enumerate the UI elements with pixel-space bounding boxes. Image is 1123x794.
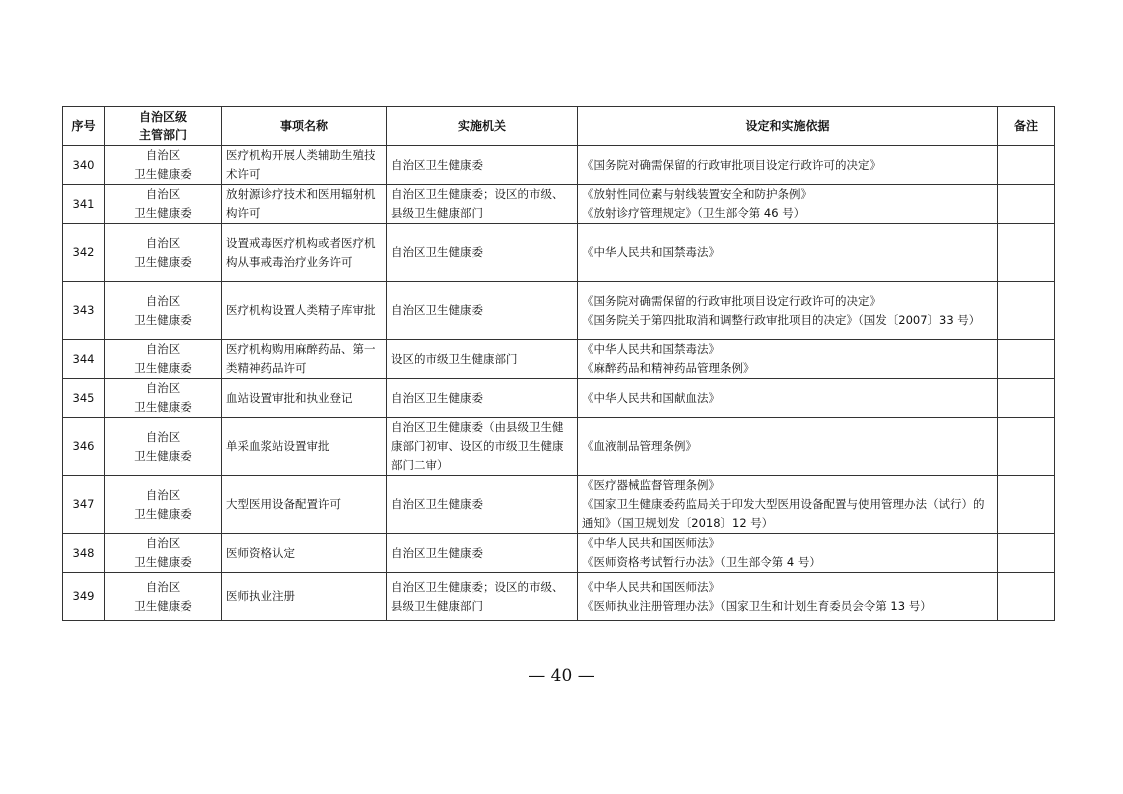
cell-no: 341 xyxy=(63,185,105,224)
cell-remark xyxy=(998,573,1055,621)
basis-line: 《国务院对确需保留的行政审批项目设定行政许可的决定》 xyxy=(582,157,881,172)
agency-text: 自治区卫生健康委；设区的市级、县级卫生健康部门 xyxy=(391,579,564,613)
cell-basis xyxy=(578,282,998,340)
dept-line1: 自治区 xyxy=(145,293,181,308)
cell-no: 348 xyxy=(63,534,105,573)
agency-text: 自治区卫生健康委 xyxy=(391,303,483,317)
cell-item-name xyxy=(222,146,387,185)
agency-text: 自治区卫生健康委；设区的市级、县级卫生健康部门 xyxy=(391,187,564,220)
cell-no: 342 xyxy=(63,224,105,282)
table-row xyxy=(63,340,1055,379)
dept-line2: 卫生健康委 xyxy=(134,254,192,269)
agency-text: 自治区卫生健康委 xyxy=(391,390,483,405)
basis-line: 《麻醉药品和精神药品管理条例》 xyxy=(582,361,755,375)
dept-line2: 卫生健康委 xyxy=(134,361,192,375)
agency-text: 自治区卫生健康委 xyxy=(391,545,483,560)
item-name-text: 设置戒毒医疗机构或者医疗机构从事戒毒治疗业务许可 xyxy=(226,235,376,269)
cell-dept xyxy=(105,282,222,340)
cell-basis xyxy=(578,534,998,573)
cell-no: 347 xyxy=(63,476,105,534)
basis-line: 《血液制品管理条例》 xyxy=(582,439,697,453)
cell-agency xyxy=(387,146,578,185)
cell-remark xyxy=(998,418,1055,476)
item-name-text: 医疗机构设置人类精子库审批 xyxy=(226,303,376,317)
agency-text: 自治区卫生健康委（由县级卫生健康部门初审、设区的市级卫生健康部门二审） xyxy=(391,420,564,472)
dept-line2: 卫生健康委 xyxy=(134,167,192,181)
header-remark: 备注 xyxy=(998,107,1055,146)
cell-basis xyxy=(578,418,998,476)
dept-line1: 自治区 xyxy=(145,381,181,395)
item-name-text: 放射源诊疗技术和医用辐射机构许可 xyxy=(226,187,376,220)
cell-remark xyxy=(998,340,1055,379)
basis-line: 《中华人民共和国医师法》 xyxy=(582,579,720,594)
item-name-text: 医疗机构开展人类辅助生殖技术许可 xyxy=(226,148,376,181)
basis-line: 《中华人民共和国禁毒法》 xyxy=(582,342,720,356)
table-row xyxy=(63,534,1055,573)
cell-item-name xyxy=(222,418,387,476)
dept-line2: 卫生健康委 xyxy=(134,312,192,327)
basis-line: 《国务院对确需保留的行政审批项目设定行政许可的决定》 xyxy=(582,293,881,308)
cell-dept xyxy=(105,340,222,379)
cell-item-name xyxy=(222,476,387,534)
table-row xyxy=(63,282,1055,340)
basis-line: 《放射诊疗管理规定》（卫生部令第 46 号） xyxy=(582,206,806,220)
cell-agency xyxy=(387,379,578,418)
cell-dept xyxy=(105,418,222,476)
cell-item-name xyxy=(222,573,387,621)
cell-remark xyxy=(998,534,1055,573)
header-dept-line2: 主管部门 xyxy=(138,128,187,142)
cell-no: 345 xyxy=(63,379,105,418)
item-name-text: 单采血浆站设置审批 xyxy=(226,439,330,453)
table-row xyxy=(63,573,1055,621)
cell-basis xyxy=(578,185,998,224)
cell-dept xyxy=(105,146,222,185)
cell-remark xyxy=(998,146,1055,185)
dept-line2: 卫生健康委 xyxy=(134,206,192,220)
page-number: — 40 — xyxy=(528,666,595,686)
header-dept xyxy=(105,107,222,146)
cell-no: 344 xyxy=(63,340,105,379)
dept-line2: 卫生健康委 xyxy=(134,598,192,613)
dept-line1: 自治区 xyxy=(145,579,181,594)
header-agency: 实施机关 xyxy=(387,107,578,146)
cell-agency xyxy=(387,418,578,476)
cell-dept xyxy=(105,534,222,573)
dept-line2: 卫生健康委 xyxy=(134,400,192,414)
cell-basis xyxy=(578,340,998,379)
table-row xyxy=(63,146,1055,185)
item-name-text: 医师资格认定 xyxy=(226,545,295,560)
cell-agency xyxy=(387,185,578,224)
cell-no: 349 xyxy=(63,573,105,621)
cell-agency xyxy=(387,340,578,379)
cell-basis xyxy=(578,379,998,418)
cell-agency xyxy=(387,224,578,282)
dept-line2: 卫生健康委 xyxy=(134,555,192,569)
cell-agency xyxy=(387,476,578,534)
item-name-text: 医疗机构购用麻醉药品、第一类精神药品许可 xyxy=(226,342,376,375)
dept-line1: 自治区 xyxy=(145,429,181,444)
table-row xyxy=(63,418,1055,476)
cell-item-name xyxy=(222,224,387,282)
cell-no: 346 xyxy=(63,418,105,476)
basis-line: 《医师资格考试暂行办法》（卫生部令第 4 号） xyxy=(582,555,821,569)
cell-basis xyxy=(578,224,998,282)
dept-line1: 自治区 xyxy=(145,342,181,356)
cell-dept xyxy=(105,573,222,621)
table-row xyxy=(63,185,1055,224)
basis-line: 《国家卫生健康委药监局关于印发大型医用设备配置与使用管理办法（试行）的通知》（国卫规划发〔2018〕12 号） xyxy=(582,497,985,530)
basis-line: 《中华人民共和国禁毒法》 xyxy=(582,245,720,259)
dept-line2: 卫生健康委 xyxy=(134,506,192,521)
basis-line: 《放射性同位素与射线装置安全和防护条例》 xyxy=(582,187,812,201)
dept-line1: 自治区 xyxy=(145,536,181,550)
dept-line1: 自治区 xyxy=(145,148,181,162)
table-body xyxy=(63,146,1055,621)
basis-line: 《中华人民共和国医师法》 xyxy=(582,536,720,550)
cell-no: 343 xyxy=(63,282,105,340)
cell-basis xyxy=(578,476,998,534)
cell-item-name xyxy=(222,379,387,418)
header-basis: 设定和实施依据 xyxy=(578,107,998,146)
cell-basis xyxy=(578,146,998,185)
header-no: 序号 xyxy=(63,107,105,146)
cell-item-name xyxy=(222,340,387,379)
header-dept-line1: 自治区级 xyxy=(138,110,187,124)
cell-dept xyxy=(105,224,222,282)
basis-line: 《医疗器械监督管理条例》 xyxy=(582,478,720,492)
dept-line2: 卫生健康委 xyxy=(134,448,192,463)
basis-line: 《国务院关于第四批取消和调整行政审批项目的决定》（国发〔2007〕33 号） xyxy=(582,312,981,327)
cell-item-name xyxy=(222,185,387,224)
table-row xyxy=(63,476,1055,534)
cell-item-name xyxy=(222,534,387,573)
table-row xyxy=(63,379,1055,418)
agency-text: 自治区卫生健康委 xyxy=(391,497,483,511)
cell-basis xyxy=(578,573,998,621)
dept-line1: 自治区 xyxy=(145,235,181,250)
basis-line: 《医师执业注册管理办法》（国家卫生和计划生育委员会令第 13 号） xyxy=(582,598,932,613)
agency-text: 自治区卫生健康委 xyxy=(391,157,483,172)
table-row xyxy=(63,224,1055,282)
dept-line1: 自治区 xyxy=(145,487,181,502)
cell-remark xyxy=(998,282,1055,340)
cell-dept xyxy=(105,379,222,418)
cell-no: 340 xyxy=(63,146,105,185)
item-name-text: 医师执业注册 xyxy=(226,589,295,603)
item-name-text: 大型医用设备配置许可 xyxy=(226,497,341,511)
cell-agency xyxy=(387,282,578,340)
cell-remark xyxy=(998,379,1055,418)
cell-remark xyxy=(998,224,1055,282)
cell-dept xyxy=(105,476,222,534)
basis-line: 《中华人民共和国献血法》 xyxy=(582,390,720,405)
permits-table xyxy=(62,106,1055,621)
cell-agency xyxy=(387,534,578,573)
cell-agency xyxy=(387,573,578,621)
cell-item-name xyxy=(222,282,387,340)
document-page xyxy=(62,106,1054,621)
header-name: 事项名称 xyxy=(222,107,387,146)
dept-line1: 自治区 xyxy=(145,187,181,201)
cell-remark xyxy=(998,476,1055,534)
cell-remark xyxy=(998,185,1055,224)
table-header-row xyxy=(63,107,1055,146)
agency-text: 设区的市级卫生健康部门 xyxy=(391,351,518,366)
item-name-text: 血站设置审批和执业登记 xyxy=(226,390,353,405)
cell-dept xyxy=(105,185,222,224)
agency-text: 自治区卫生健康委 xyxy=(391,245,483,259)
